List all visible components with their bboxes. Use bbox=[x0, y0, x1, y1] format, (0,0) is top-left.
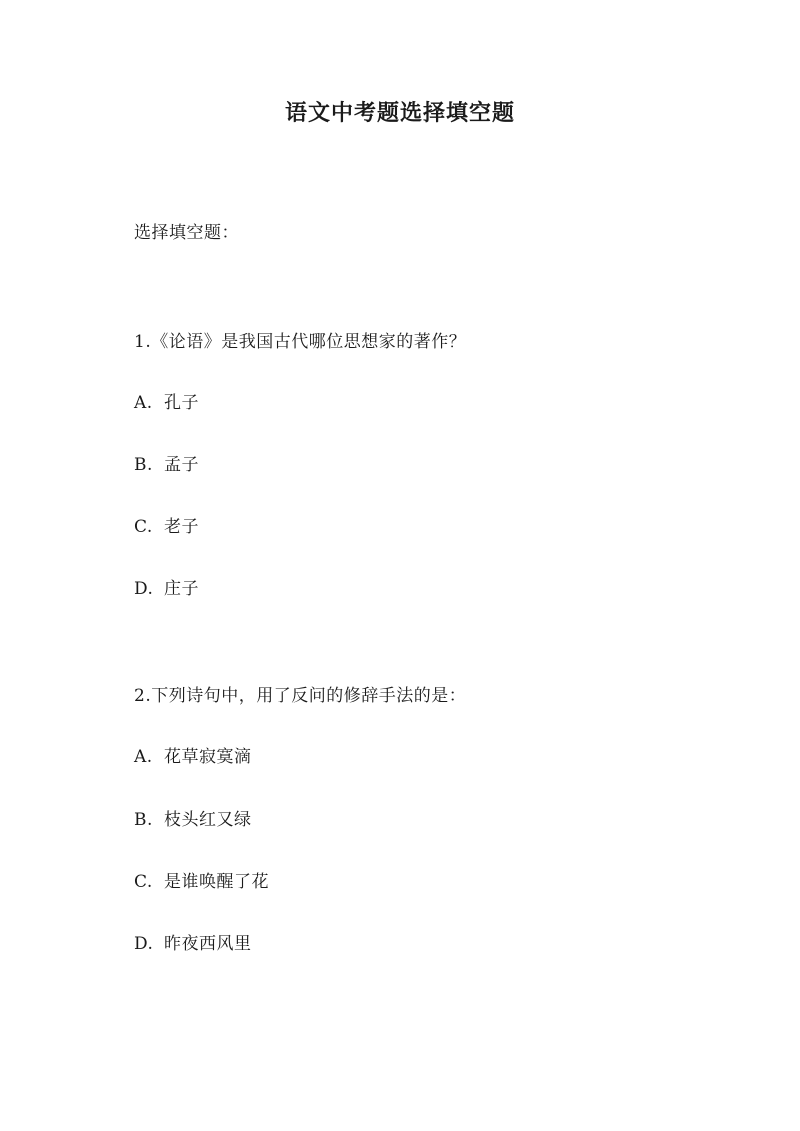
option-text: 是谁唤醒了花 bbox=[164, 872, 269, 892]
question-1-option-a bbox=[134, 388, 199, 413]
option-letter: A. bbox=[134, 393, 153, 413]
question-1-option-b bbox=[134, 450, 199, 475]
option-letter: C. bbox=[134, 872, 153, 892]
question-2-option-c bbox=[134, 867, 269, 892]
option-letter: B. bbox=[134, 455, 153, 475]
question-2-option-a bbox=[134, 742, 252, 767]
option-letter: A. bbox=[134, 747, 153, 767]
option-letter: C. bbox=[134, 517, 153, 537]
question-1-stem: 1.《论语》是我国古代哪位思想家的著作？ bbox=[134, 332, 467, 352]
option-text: 庄子 bbox=[164, 579, 199, 599]
document-title: 语文中考题选择填空题 bbox=[284, 100, 515, 126]
question-1-option-d bbox=[134, 574, 199, 599]
section-heading: 选择填空题： bbox=[134, 223, 239, 243]
option-text: 枝头红又绿 bbox=[164, 810, 252, 830]
option-letter: B. bbox=[134, 810, 153, 830]
option-letter: D. bbox=[134, 934, 154, 954]
option-text: 老子 bbox=[164, 517, 199, 537]
option-text: 昨夜西风里 bbox=[164, 934, 252, 954]
question-2-option-d bbox=[134, 929, 252, 954]
question-2-stem: 2.下列诗句中，用了反问的修辞手法的是： bbox=[134, 686, 467, 706]
option-text: 孔子 bbox=[164, 393, 199, 413]
option-text: 孟子 bbox=[164, 455, 199, 475]
question-2-option-b bbox=[134, 805, 252, 830]
option-text: 花草寂寞滴 bbox=[164, 747, 252, 767]
option-letter: D. bbox=[134, 579, 154, 599]
question-1-option-c bbox=[134, 512, 199, 537]
